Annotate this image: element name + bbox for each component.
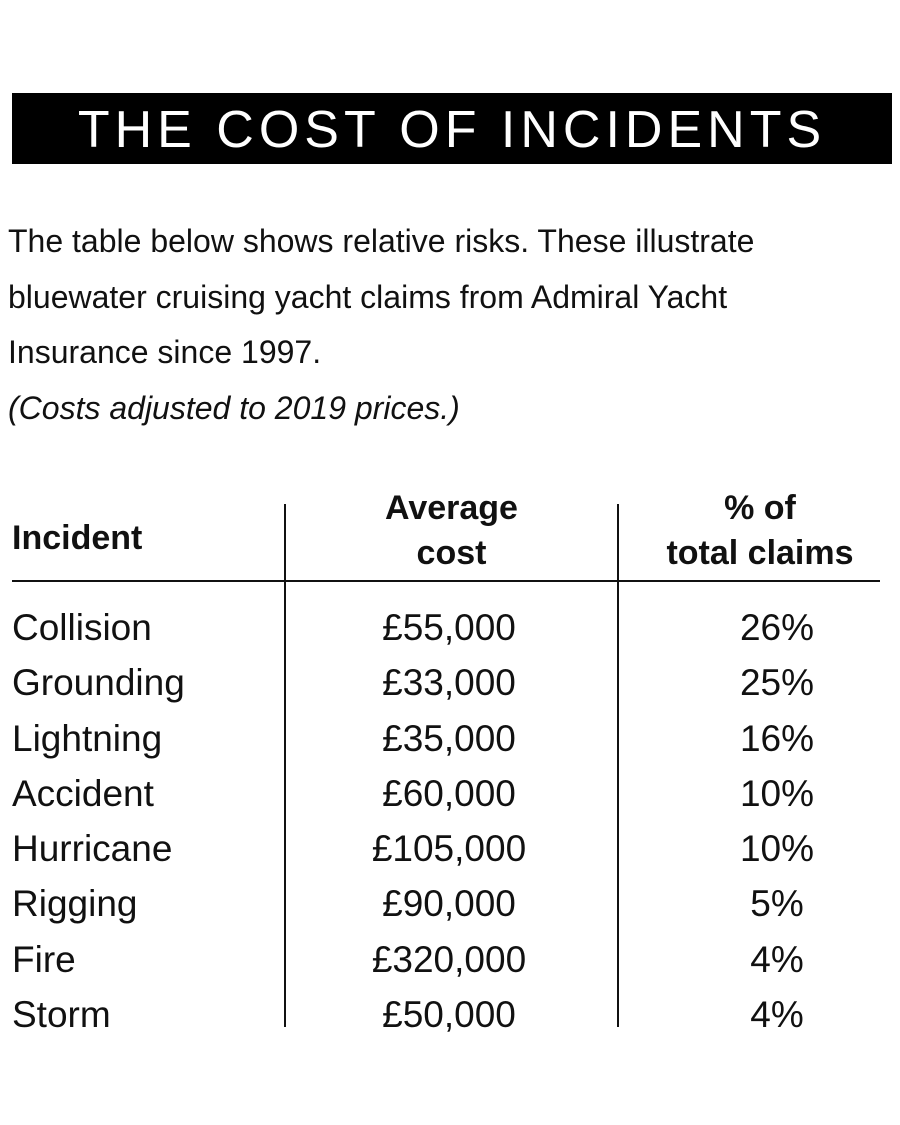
column-header-pct-line2: total claims: [666, 534, 854, 572]
percent-cell: 16%: [739, 717, 815, 759]
percent-cell: 25%: [739, 662, 815, 704]
column-header-average-cost: [285, 486, 618, 576]
incident-cell: Fire: [12, 938, 76, 980]
column-header-percent-claims: [620, 486, 900, 576]
table-row: [0, 600, 900, 655]
incident-cell: Storm: [12, 994, 111, 1036]
incident-cell: Rigging: [12, 883, 138, 925]
table-row: [0, 932, 900, 987]
column-header-incident: [12, 516, 142, 561]
incident-cell: Collision: [12, 607, 152, 648]
incident-cost-table: [0, 480, 900, 1040]
percent-cell: 10%: [739, 772, 815, 814]
cost-cell: £55,000: [382, 607, 516, 648]
percent-cell: 26%: [739, 607, 815, 648]
page-title: THE COST OF INCIDENTS: [77, 100, 827, 159]
cost-cell: £50,000: [382, 994, 516, 1036]
column-header-cost-line2: cost: [416, 534, 487, 572]
incident-cell: Lightning: [12, 717, 163, 759]
cost-cell: £90,000: [382, 883, 516, 925]
incident-cell: Grounding: [12, 662, 185, 704]
cost-cell: £320,000: [371, 938, 527, 980]
intro-line: bluewater cruising yacht claims from Admiral Yacht: [8, 278, 728, 315]
intro-line: Insurance since 1997.: [8, 334, 322, 370]
intro-text: [8, 214, 893, 436]
incident-cell: Hurricane: [12, 828, 173, 870]
incident-cell: Accident: [12, 772, 154, 814]
header-divider: [12, 580, 880, 582]
table-body: [0, 600, 900, 1042]
percent-cell: 5%: [750, 883, 804, 925]
title-banner: [12, 93, 892, 164]
cost-cell: £105,000: [371, 828, 527, 870]
intro-note: (Costs adjusted to 2019 prices.): [8, 389, 460, 426]
table-row: [0, 711, 900, 766]
table-row: [0, 821, 900, 876]
cost-cell: £35,000: [382, 717, 516, 759]
cost-cell: £60,000: [382, 772, 516, 814]
intro-line: The table below shows relative risks. These illustrate: [8, 223, 755, 259]
column-header-cost-line1: Average: [385, 489, 518, 527]
column-header-pct-line1: % of: [724, 489, 796, 527]
percent-cell: 10%: [739, 828, 815, 870]
cost-cell: £33,000: [382, 662, 516, 704]
table-row: [0, 987, 900, 1042]
table-row: [0, 876, 900, 931]
percent-cell: 4%: [750, 938, 804, 980]
table-row: [0, 766, 900, 821]
table-row: [0, 655, 900, 710]
percent-cell: 4%: [750, 994, 804, 1036]
column-header-incident-label: Incident: [12, 519, 143, 557]
